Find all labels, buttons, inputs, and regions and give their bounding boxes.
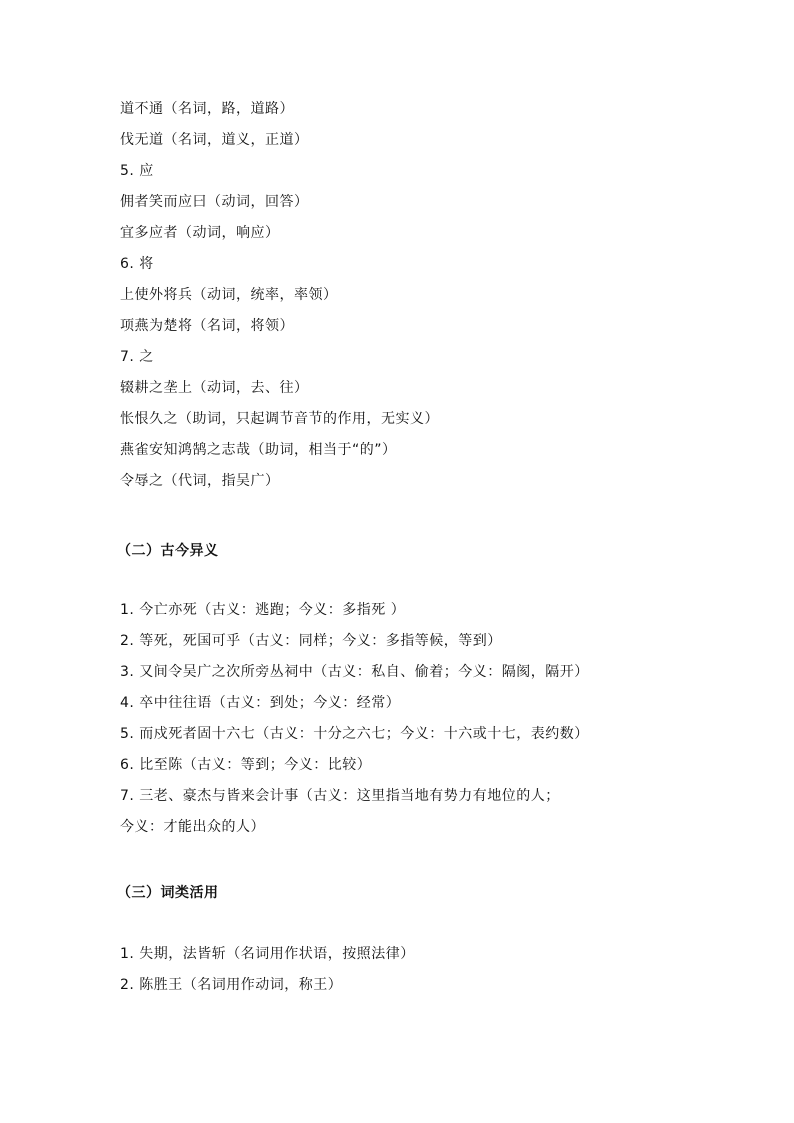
list-item: 佣者笑而应曰（动词，回答）	[120, 194, 309, 210]
list-item: 3. 又间令吴广之次所旁丛祠中（古义：私自、偷着；今义：隔阂，隔开）	[120, 664, 589, 680]
list-item: 6. 比至陈（古义：等到；今义：比较）	[120, 757, 372, 773]
list-item: 4. 卒中往往语（古义：到处；今义：经常）	[120, 695, 401, 711]
ancient-modern-list	[120, 595, 680, 843]
list-item: 1. 失期，法皆斩（名词用作状语，按照法律）	[120, 946, 415, 962]
list-item: 5. 应	[120, 163, 154, 179]
list-item: 辍耕之垄上（动词，去、往）	[120, 380, 309, 396]
list-item: 7. 之	[120, 349, 154, 365]
list-item: 伐无道（名词，道义，正道）	[120, 132, 309, 148]
list-item: 上使外将兵（动词，统率，率领）	[120, 287, 338, 303]
section-heading-ancient-modern: （二）古今异义	[117, 543, 219, 559]
list-item: 项燕为楚将（名词，将领）	[120, 318, 294, 334]
list-item: 今义：才能出众的人）	[120, 819, 265, 835]
list-item: 6. 将	[120, 256, 154, 272]
word-meaning-list	[120, 94, 680, 497]
list-item: 燕雀安知鸿鹄之志哉（助词，相当于“的”）	[120, 442, 397, 458]
list-item: 1. 今亡亦死（古义：逃跑；今义：多指死 ）	[120, 602, 406, 618]
list-item: 令辱之（代词，指吴广）	[120, 473, 280, 489]
list-item: 道不通（名词，路，道路）	[120, 101, 294, 117]
part-of-speech-list	[120, 939, 680, 1001]
list-item: 5. 而戍死者固十六七（古义：十分之六七；今义：十六或十七，表约数）	[120, 726, 589, 742]
list-item: 怅恨久之（助词，只起调节音节的作用，无实义）	[120, 411, 439, 427]
list-item: 2. 陈胜王（名词用作动词，称王）	[120, 977, 343, 993]
list-item: 宜多应者（动词，响应）	[120, 225, 280, 241]
section-heading-part-of-speech: （三）词类活用	[117, 885, 219, 901]
list-item: 2. 等死，死国可乎（古义：同样；今义：多指等候，等到）	[120, 633, 502, 649]
list-item: 7. 三老、豪杰与皆来会计事（古义：这里指当地有势力有地位的人；	[120, 788, 560, 804]
